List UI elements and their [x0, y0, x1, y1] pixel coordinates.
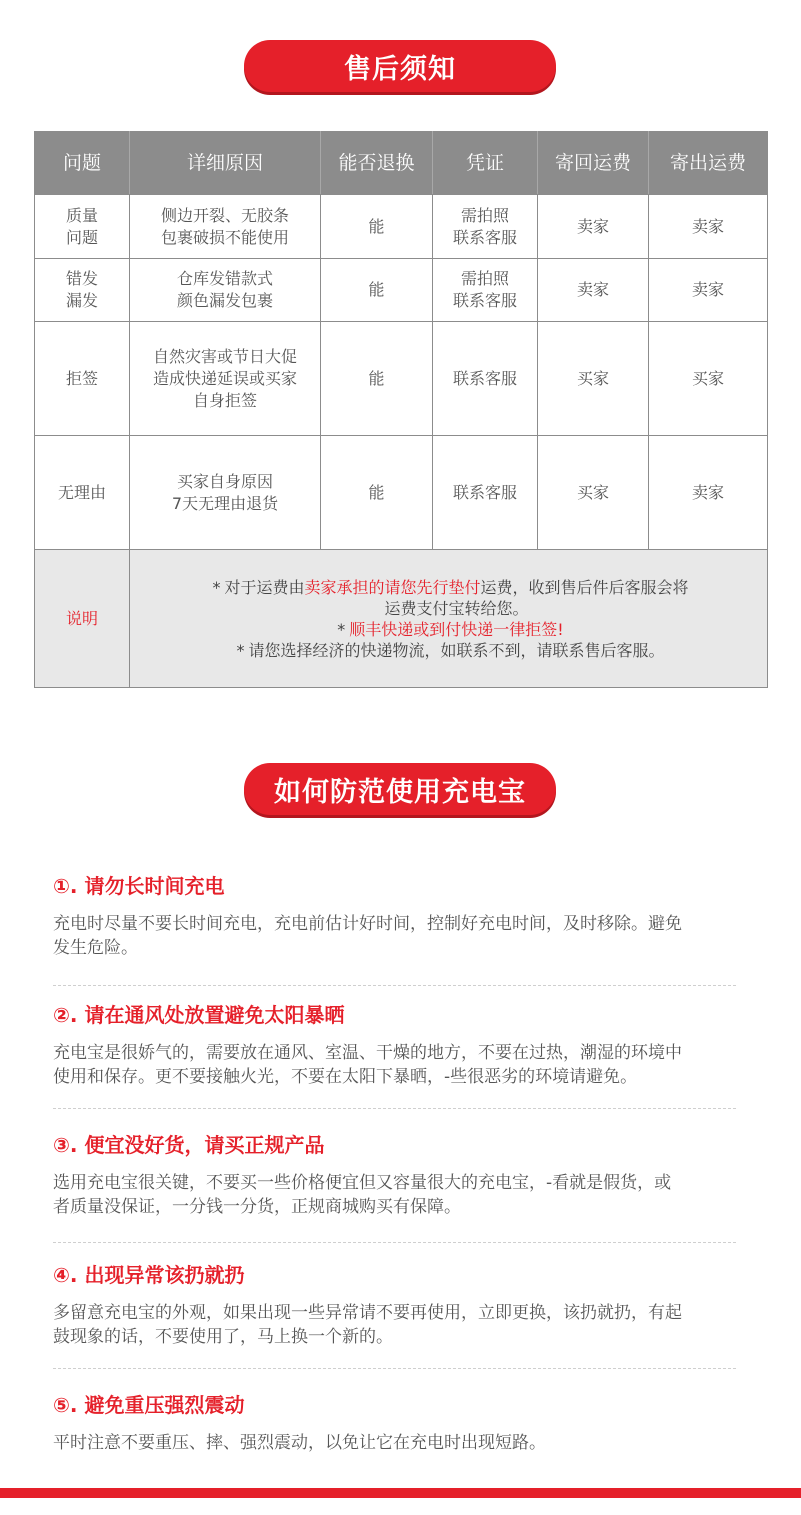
- after-sales-title: 售后须知: [244, 40, 556, 92]
- header-returnable: 能否退换: [321, 132, 433, 195]
- issue-cell: 无理由: [35, 436, 130, 550]
- issue-cell: [35, 259, 130, 322]
- return-fee-cell: 买家: [538, 436, 649, 550]
- reason-cell: [130, 195, 321, 259]
- tip-body: [53, 1171, 753, 1219]
- tip-body: [53, 1301, 753, 1349]
- return-fee-cell: 卖家: [538, 259, 649, 322]
- proof-cell: [433, 195, 538, 259]
- tip-body: [53, 1431, 753, 1455]
- reason-line: 侧边开裂、无胶条: [160, 205, 289, 225]
- tip-item: [53, 872, 753, 960]
- tip-line: 发生危险。: [53, 938, 138, 958]
- dashed-divider: [53, 1242, 736, 1243]
- tip-line: 充电时尽量不要长时间充电，充电前估计好时间，控制好充电时间，及时移除。避免: [53, 914, 682, 934]
- table-row: [35, 322, 768, 436]
- proof-line: 需拍照: [460, 269, 509, 288]
- reason-line: 买家自身原因: [176, 471, 273, 491]
- header-proof: 凭证: [433, 132, 538, 195]
- send-fee-cell: 买家: [649, 322, 768, 436]
- send-fee-cell: 卖家: [649, 195, 768, 259]
- returnable-cell: 能: [321, 195, 433, 259]
- reason-line: 包裹破损不能使用: [160, 227, 289, 247]
- note-highlight: 顺丰快递或到付快递一律拒签!: [349, 619, 564, 639]
- table-row: [35, 195, 768, 259]
- returnable-cell: 能: [321, 259, 433, 322]
- reason-line: 自身拒签: [192, 390, 257, 410]
- tip-item: [53, 1001, 753, 1089]
- issue-line: 错发: [65, 269, 98, 288]
- power-bank-tips-title: 如何防范使用充电宝: [244, 763, 556, 815]
- proof-cell: 联系客服: [433, 436, 538, 550]
- dashed-divider: [53, 1368, 736, 1369]
- return-fee-cell: 买家: [538, 322, 649, 436]
- header-send-fee: 寄出运费: [649, 132, 768, 195]
- tip-title: ⑤. 避免重压强烈震动: [53, 1393, 245, 1417]
- tip-line: 鼓现象的话，不要使用了，马上换一个新的。: [53, 1327, 393, 1347]
- reason-line: 颜色漏发包裹: [176, 291, 273, 310]
- tip-body: [53, 1041, 753, 1089]
- table-header-row: [35, 132, 768, 195]
- table-row: [35, 436, 768, 550]
- notes-label: 说明: [35, 550, 130, 688]
- tip-line: 平时注意不要重压、摔、强烈震动，以免让它在充电时出现短路。: [53, 1433, 546, 1453]
- issue-cell: 拒签: [35, 322, 130, 436]
- note-item: [134, 640, 763, 661]
- note-continuation: 运费支付宝转给您。: [384, 598, 529, 618]
- proof-line: 联系客服: [452, 227, 517, 247]
- tip-line: 多留意充电宝的外观，如果出现一些异常请不要再使用，立即更换，该扔就扔，有起: [53, 1303, 682, 1323]
- issue-line: 质量: [65, 205, 98, 225]
- reason-line: 仓库发错款式: [176, 269, 273, 288]
- proof-cell: [433, 259, 538, 322]
- send-fee-cell: 卖家: [649, 259, 768, 322]
- reason-line: 造成快递延误或买家: [152, 368, 297, 388]
- note-text: 对于运费由: [224, 577, 305, 597]
- tip-line: 者质量没保证，一分钱一分货，正规商城购买有保障。: [53, 1197, 461, 1217]
- tip-title: ④. 出现异常该扔就扔: [53, 1263, 245, 1287]
- reason-cell: [130, 259, 321, 322]
- return-fee-cell: 卖家: [538, 195, 649, 259]
- bottom-accent-bar: [0, 1488, 801, 1498]
- header-return-fee: 寄回运费: [538, 132, 649, 195]
- send-fee-cell: 卖家: [649, 436, 768, 550]
- dashed-divider: [53, 985, 736, 986]
- notes-row: [35, 550, 768, 688]
- reason-cell: [130, 322, 321, 436]
- proof-line: 联系客服: [452, 291, 517, 310]
- header-issue: 问题: [35, 132, 130, 195]
- tip-title: ②. 请在通风处放置避免太阳暴晒: [53, 1003, 345, 1027]
- returnable-cell: 能: [321, 322, 433, 436]
- note-text: 运费，收到售后件后客服会将: [480, 577, 689, 597]
- issue-line: 问题: [65, 227, 98, 247]
- notes-cell: [130, 550, 768, 688]
- tip-item: [53, 1261, 753, 1349]
- proof-line: 需拍照: [460, 205, 509, 225]
- note-bullet: *: [212, 577, 221, 597]
- proof-cell: 联系客服: [433, 322, 538, 436]
- note-text: 请您选择经济的快递物流，如联系不到，请联系售后客服。: [248, 640, 665, 660]
- tip-line: 充电宝是很娇气的，需要放在通风、室温、干燥的地方，不要在过热，潮湿的环境中: [53, 1043, 682, 1063]
- dashed-divider: [53, 1108, 736, 1109]
- note-highlight: 卖家承担的请您先行垫付: [304, 577, 481, 597]
- note-item: [134, 619, 763, 640]
- table-row: [35, 259, 768, 322]
- tip-line: 选用充电宝很关键，不要买一些价格便宜但又容量很大的充电宝，-看就是假货，或: [53, 1173, 672, 1193]
- after-sales-table: [34, 131, 768, 688]
- issue-line: 漏发: [65, 291, 98, 310]
- note-bullet: *: [337, 619, 346, 639]
- tip-item: [53, 1391, 753, 1455]
- tip-body: [53, 912, 753, 960]
- reason-line: 7天无理由退货: [171, 493, 279, 513]
- tip-line: 使用和保存。更不要接触火光，不要在太阳下暴晒，-些很恶劣的环境请避免。: [53, 1067, 638, 1087]
- tip-title: ③. 便宜没好货，请买正规产品: [53, 1133, 325, 1157]
- note-bullet: *: [236, 640, 245, 660]
- returnable-cell: 能: [321, 436, 433, 550]
- reason-line: 自然灾害或节日大促: [152, 346, 297, 366]
- tip-item: [53, 1131, 753, 1219]
- tip-title: ①. 请勿长时间充电: [53, 874, 225, 898]
- note-item: [134, 577, 763, 598]
- reason-cell: [130, 436, 321, 550]
- header-reason: 详细原因: [130, 132, 321, 195]
- issue-cell: [35, 195, 130, 259]
